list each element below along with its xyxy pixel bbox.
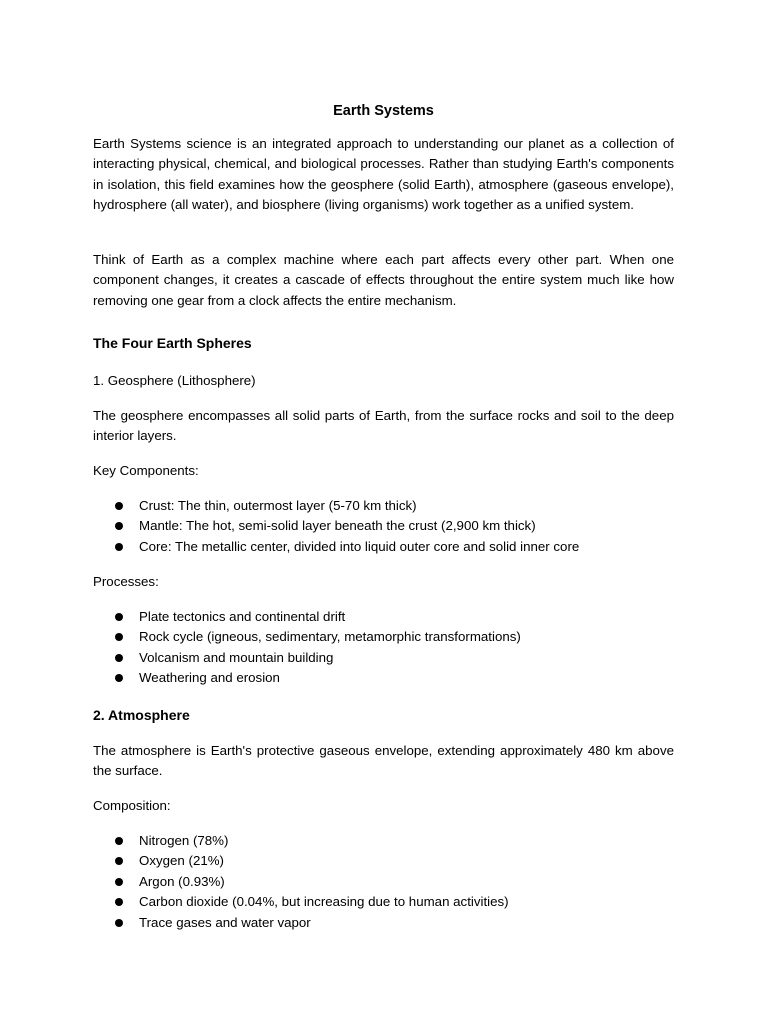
intro-paragraph-2: Think of Earth as a complex machine where each part affects every other part. When one component changes, it creates a cascade of effects throughout the entire system much like how removing one gear from a clock affects the entire mechanism. bbox=[93, 252, 674, 308]
bullet-icon bbox=[115, 633, 123, 641]
document-title: Earth Systems bbox=[333, 103, 434, 119]
list-item: Volcanism and mountain building bbox=[93, 648, 674, 668]
list-item: Rock cycle (igneous, sedimentary, metamorphic transformations) bbox=[93, 627, 674, 647]
bullet-icon bbox=[115, 857, 123, 865]
bullet-icon bbox=[115, 613, 123, 621]
bullet-icon bbox=[115, 898, 123, 906]
composition-list bbox=[93, 831, 674, 933]
bullet-icon bbox=[115, 837, 123, 845]
list-item: Core: The metallic center, divided into liquid outer core and solid inner core bbox=[93, 537, 674, 557]
bullet-icon bbox=[115, 654, 123, 662]
list-item: Trace gases and water vapor bbox=[93, 913, 674, 933]
intro-paragraph-1: Earth Systems science is an integrated approach to understanding our planet as a collection of interacting physical, chemical, and biological processes. Rather than studying Earth's components in isolation, this field examines how the geosphere (solid Earth), atmosphere (gaseous envelope), hydrosphere (all water), and biosphere (living organisms) work together as a unified system. bbox=[93, 136, 674, 212]
bullet-icon bbox=[115, 674, 123, 682]
composition-label: Composition: bbox=[93, 798, 171, 813]
processes-label: Processes: bbox=[93, 574, 159, 589]
list-item: Crust: The thin, outermost layer (5-70 km thick) bbox=[93, 496, 674, 516]
list-item: Plate tectonics and continental drift bbox=[93, 607, 674, 627]
list-item: Argon (0.93%) bbox=[93, 872, 674, 892]
list-item: Mantle: The hot, semi-solid layer beneath the crust (2,900 km thick) bbox=[93, 516, 674, 536]
atmosphere-description: The atmosphere is Earth's protective gaseous envelope, extending approximately 480 km above the surface. bbox=[93, 743, 674, 779]
list-item: Weathering and erosion bbox=[93, 668, 674, 688]
atmosphere-heading: 2. Atmosphere bbox=[93, 707, 190, 723]
geosphere-description: The geosphere encompasses all solid parts of Earth, from the surface rocks and soil to the deep interior layers. bbox=[93, 408, 674, 444]
geosphere-heading: 1. Geosphere (Lithosphere) bbox=[93, 373, 256, 388]
list-item: Carbon dioxide (0.04%, but increasing due to human activities) bbox=[93, 892, 674, 912]
list-item: Oxygen (21%) bbox=[93, 851, 674, 871]
bullet-icon bbox=[115, 502, 123, 510]
bullet-icon bbox=[115, 543, 123, 551]
bullet-icon bbox=[115, 878, 123, 886]
key-components-label: Key Components: bbox=[93, 463, 199, 478]
processes-list bbox=[93, 607, 674, 689]
bullet-icon bbox=[115, 522, 123, 530]
spheres-heading: The Four Earth Spheres bbox=[93, 335, 252, 351]
bullet-icon bbox=[115, 919, 123, 927]
list-item: Nitrogen (78%) bbox=[93, 831, 674, 851]
key-components-list bbox=[93, 496, 674, 557]
